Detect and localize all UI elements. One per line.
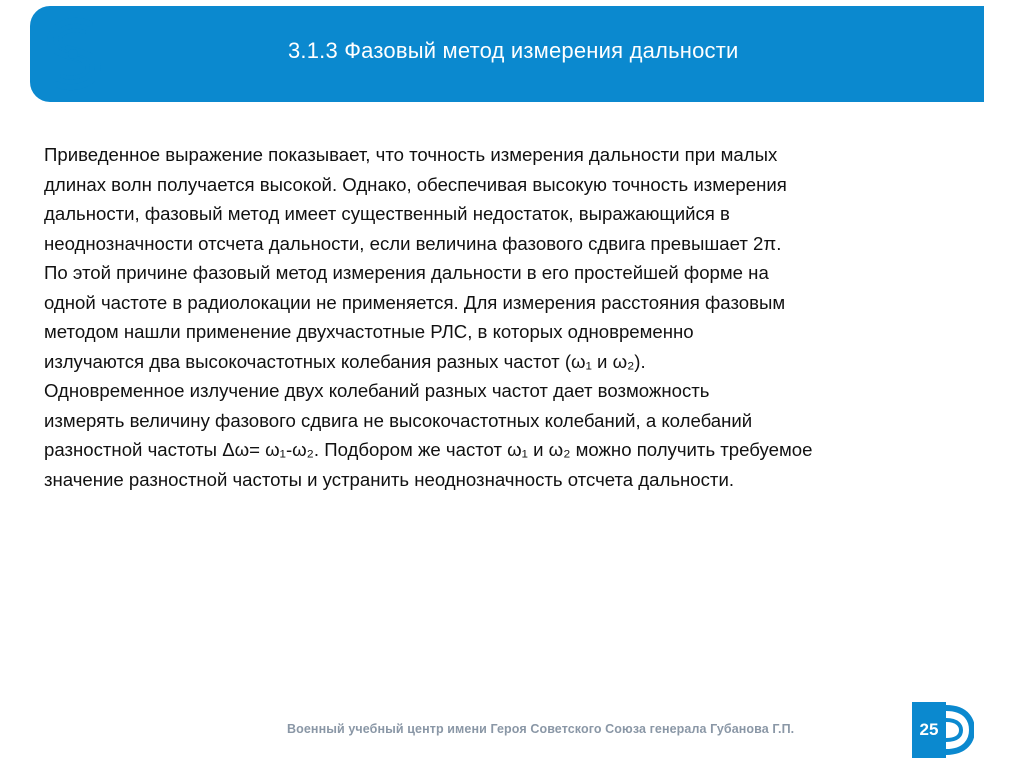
page-title: 3.1.3 Фазовый метод измерения дальности — [288, 38, 739, 63]
footer-logo-icon — [944, 702, 974, 758]
body-paragraph: Приведенное выражение показывает, что точность измерения дальности при малых длинах волн получается высокой. Однако, обеспечивая высокую точность измерения дальности, фазовый метод имеет существенный недостаток, выражающийся в неоднозначности отсчета дальности, если величина фазового сдвига превышает 2π. По этой причине фазовый метод измерения дальности в его простейшей форме на одной частоте в радиолокации не применяется. Для измерения расстояния фазовым методом нашли применение двухчастотные РЛС, в которых одновременно излучаются два высокочастотных колебания разных частот (ω₁ и ω₂). Одновременное излучение двух колебаний разных частот дает возможность измерять величину фазового сдвига не высокочастотных колебаний, а колебаний разностной частоты Δω= ω₁-ω₂. Подбором же частот ω₁ и ω₂ можно получить требуемое значение разностной частоты и устранить неоднозначность отсчета дальности. — [44, 144, 813, 490]
page-number-badge — [912, 702, 946, 758]
page-number: 25 — [919, 720, 939, 739]
footer-organization: Военный учебный центр имени Героя Советского Союза генерала Губанова Г.П. — [287, 722, 795, 736]
stylized-s-logo-icon — [40, 10, 106, 98]
